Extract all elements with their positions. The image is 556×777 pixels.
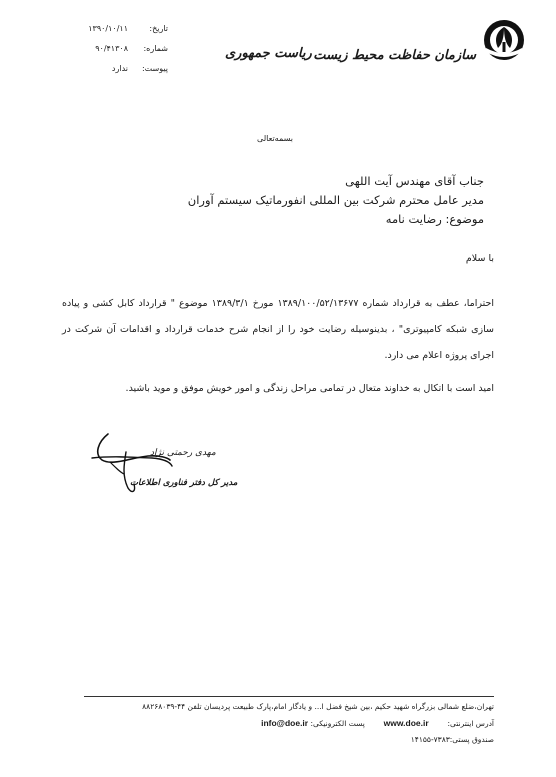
closing-sentence: امید است با اتکال به خداوند متعال در تمامی مراحل زندگی و امور خویش موفق و موید باشید. [125, 383, 494, 394]
website-link[interactable]: www.doe.ir [383, 718, 429, 728]
email-label: پست الکترونیکی: [310, 719, 365, 728]
date-row [58, 24, 168, 44]
recipient-block [164, 172, 484, 229]
footer-address: تهران،ضلع شمالی بزرگراه شهید حکیم ،بین شیخ فضل ا... و یادگار امام،پارک طبیعت پردیسان تلفن ۴۴-۸۸۲۶۸۰۳۹ [142, 702, 494, 711]
attachment-value: ندارد [111, 64, 128, 73]
email-link[interactable]: info@doe.ir [261, 718, 309, 728]
date-label: تاریخ: [149, 24, 168, 33]
org-logo [313, 18, 526, 78]
subject-line: موضوع: رضایت نامه [385, 212, 484, 226]
website-label: آدرس اینترنتی: [447, 719, 494, 728]
org-name: سازمان حفاظت محیط زیست [313, 48, 476, 63]
letter-meta [58, 24, 168, 84]
footer-divider [84, 696, 494, 697]
signer-title: مدیر کل دفتر فناوری اطلاعات [130, 478, 238, 488]
body-paragraph: احتراما، عطف به قرارداد شماره ۱۳۸۹/۱۰۰/۵۲/۱۳۶۷۷ مورخ ۱۳۸۹/۳/۱ موضوع " قرارداد کابل کشی و پیاده سازی شبکه کامپیوتری" ، بدینوسیله رضایت خود را از انجام شرح خدمات قرارداد و اقدامات آن شرکت در اجرای پروژه اعلام می دارد. [62, 298, 494, 361]
signature-block [90, 428, 240, 508]
recipient-title: مدیر عامل محترم شرکت بین المللی انفورماتیک سیستم آوران [187, 193, 484, 207]
attachment-label: پیوست: [141, 64, 168, 73]
signer-name: مهدی رحمتی نژاد [150, 448, 216, 458]
footer-pobox: صندوق پستی:۷۳۸۳-۱۴۱۵۵ [410, 735, 494, 744]
attachment-row [58, 64, 168, 84]
date-value: ۱۳۹۰/۱۰/۱۱ [88, 24, 128, 33]
number-label: شماره: [143, 44, 168, 53]
basmala: بسمه‌تعالی [257, 134, 293, 143]
number-row [58, 44, 168, 64]
doe-emblem-icon [482, 18, 526, 62]
handwritten-signature [90, 428, 240, 508]
greeting: با سلام [465, 253, 494, 264]
presidency-title: ریاست جمهوری [225, 46, 312, 61]
number-value: ۹۰/۴۱۳۰۸ [95, 44, 128, 53]
recipient-name: جناب آقای مهندس آیت اللهی [345, 174, 484, 188]
footer-contacts [261, 718, 494, 728]
